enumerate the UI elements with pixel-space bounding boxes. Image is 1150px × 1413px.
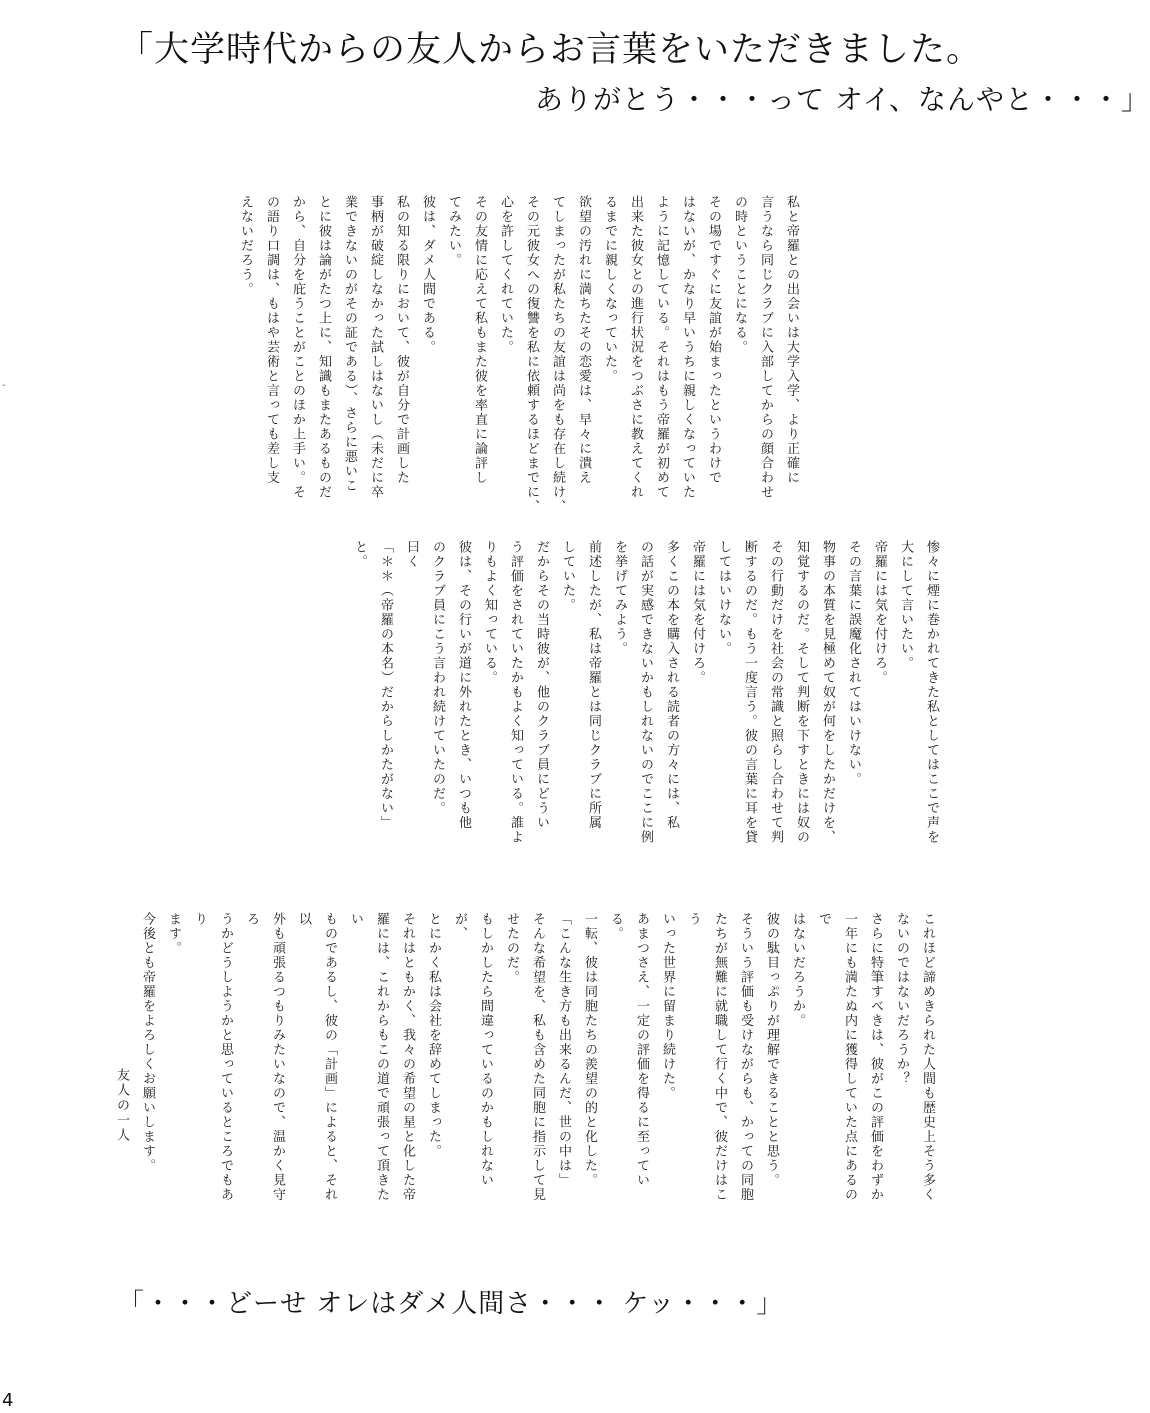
text-column-bottom-right bbox=[134, 912, 940, 1212]
text-line: 彼の駄目っぷりが理解できることと思う。 bbox=[764, 912, 779, 1188]
text-line: 彼は、その行いが道に外れたとき、いつも他 bbox=[456, 540, 471, 830]
text-line: ます。 bbox=[166, 912, 181, 956]
signature: 友人の一人 bbox=[114, 1068, 129, 1143]
page-number: 4 bbox=[2, 1390, 14, 1411]
text-line: 前述したが、私は帝羅とは同じクラブに所属 bbox=[586, 540, 601, 830]
text-line: と。 bbox=[352, 540, 367, 569]
text-line: 知覚するのだ。そして判断を下すときには奴の bbox=[794, 540, 809, 845]
footer-quote: 「・・・どーせ オレはダメ人間さ・・・ ケッ・・・」 bbox=[118, 1289, 784, 1319]
text-line: の話が実感できないかもしれないのでここに例 bbox=[638, 540, 653, 845]
text-line: 多くこの本を購入される読者の方々には、私 bbox=[664, 540, 679, 830]
text-line: その場ですぐに友誼が始まったというわけで bbox=[706, 195, 721, 485]
text-line: あまつさえ、一定の評価を得るに至っている。 bbox=[608, 912, 649, 1188]
text-line: 惨々に煙に巻かれてきた私としてはここで声を bbox=[924, 540, 939, 845]
text-line: そういう評価も受けながらも、かっての同胞 bbox=[738, 912, 753, 1202]
text-line: 私の知る限りにおいて、彼が自分で計画した bbox=[394, 195, 409, 485]
text-line: を挙げてみよう。 bbox=[612, 540, 627, 656]
text-line: ものであるし、彼の「計画」によると、それ以 bbox=[296, 912, 337, 1202]
text-line: 外も頑張るつもりみたいなので、温かく見守ろ bbox=[244, 912, 285, 1202]
text-line: その言葉に誤魔化されてはいけない。 bbox=[846, 540, 861, 787]
text-line: 羅には、これからもこの道で頑張って頂きたい bbox=[348, 912, 389, 1202]
text-line: その元彼女への復讐を私に依頼するほどまでに、 bbox=[524, 195, 539, 514]
text-line: 帝羅には気を付けろ。 bbox=[872, 540, 887, 685]
text-line: いった世界に留まり続けた。 bbox=[660, 912, 675, 1101]
text-line: 一年にも満たぬ内に獲得していた点にあるので bbox=[816, 912, 857, 1202]
text-line: 断するのだ。もう一度言う。彼の言葉に耳を貸 bbox=[742, 540, 757, 845]
text-line: りもよく知っている。 bbox=[482, 540, 497, 685]
text-line: 帝羅には気を付けろ。 bbox=[690, 540, 705, 685]
text-line: 欲望の汚れに満ちたその恋愛は、早々に潰え bbox=[576, 195, 591, 485]
text-line: だからその当時彼が、他のクラブ員にどうい bbox=[534, 540, 549, 830]
text-line: てみたい。 bbox=[446, 195, 461, 268]
text-line: の時ということになる。 bbox=[732, 195, 747, 355]
text-line: たちが無難に就職して行く中で、彼だけはこう bbox=[686, 912, 727, 1202]
text-line: の語り口調は、もはや芸術と言っても差し支 bbox=[264, 195, 279, 485]
margin-mark: - bbox=[2, 380, 6, 391]
text-column-top-right bbox=[232, 195, 804, 535]
text-line: う評価をされていたかもよく知っている。誰よ bbox=[508, 540, 523, 845]
text-line: してはいけない。 bbox=[716, 540, 731, 656]
text-line: 彼は、ダメ人間である。 bbox=[420, 195, 435, 355]
text-line: 今後とも帝羅をよろしくお願いします。 bbox=[140, 912, 155, 1173]
text-line: とに彼は論がたつ上に、知識もまたあるものだ bbox=[316, 195, 331, 500]
text-column-middle-right bbox=[346, 540, 944, 885]
text-line: うかどうしようかと思っているところでもあり bbox=[192, 912, 233, 1202]
text-line: 業できないのがその証である）、さらに悪いこ bbox=[342, 195, 357, 493]
text-line: その友情に応えて私もまた彼を率直に論評し bbox=[472, 195, 487, 485]
text-line: そんな希望を、私も含めた同胞に指示して見 bbox=[530, 912, 545, 1202]
text-line: 大にして言いたい。 bbox=[898, 540, 913, 671]
text-line: 曰く bbox=[404, 540, 419, 569]
header-line-1: 「大学時代からの友人からお言葉をいただきました。 bbox=[118, 30, 983, 70]
text-line: 物事の本質を見極めて奴が何をしたかだけを、 bbox=[820, 540, 835, 845]
text-line: から、自分を庇うことがことのほか上手い。そ bbox=[290, 195, 305, 500]
text-line: 言うなら同じクラブに入部してからの顔合わせ bbox=[758, 195, 773, 500]
text-line: 私と帝羅との出会いは大学入学、より正確に bbox=[784, 195, 799, 485]
text-line: していた。 bbox=[560, 540, 575, 613]
text-line: ないのではないだろうか？ bbox=[894, 912, 909, 1086]
text-line: ように記憶している。それはもう帝羅が初めて bbox=[654, 195, 669, 500]
text-line: てしまったが私たちの友誼は尚をも存在し続け、 bbox=[550, 195, 565, 514]
text-line: これほど諦めきられた人間も歴史上そう多く bbox=[920, 912, 935, 1202]
text-line: 一転、彼は同胞たちの羨望の的と化した。 bbox=[582, 912, 597, 1188]
text-line: その行動だけを社会の常識と照らし合わせて判 bbox=[768, 540, 783, 845]
text-line: はないだろうか。 bbox=[790, 912, 805, 1028]
text-line: 出来た彼女との進行状況をつぶさに教えてくれ bbox=[628, 195, 643, 500]
text-line: それはともかく、我々の希望の星と化した帝 bbox=[400, 912, 415, 1202]
text-line: はないが、かなり早いうちに親しくなっていた bbox=[680, 195, 695, 500]
text-line: るまでに親しくなっていた。 bbox=[602, 195, 617, 384]
text-line: もしかしたら間違っているのかもしれないが、 bbox=[452, 912, 493, 1188]
text-line: 事柄が破綻しなかった試しはないし（未だに卒 bbox=[368, 195, 383, 500]
text-line: 心を許してくれていた。 bbox=[498, 195, 513, 355]
text-line: 「＊＊（帝羅の本名）だからしかたがない」 bbox=[378, 540, 393, 830]
header-line-2: ありがとう・・・って オイ、なんやと・・・」 bbox=[535, 83, 1150, 116]
text-line: とにかく私は会社を辞めてしまった。 bbox=[426, 912, 441, 1159]
text-line: えないだろう。 bbox=[238, 195, 253, 297]
text-line: 「こんな生き方も出来るんだ、世の中は」 bbox=[556, 912, 571, 1188]
text-line: せたのだ。 bbox=[504, 912, 519, 985]
text-line: のクラブ員にこう言われ続けていたのだ。 bbox=[430, 540, 445, 816]
text-line: さらに特筆すべきは、彼がこの評価をわずか bbox=[868, 912, 883, 1202]
